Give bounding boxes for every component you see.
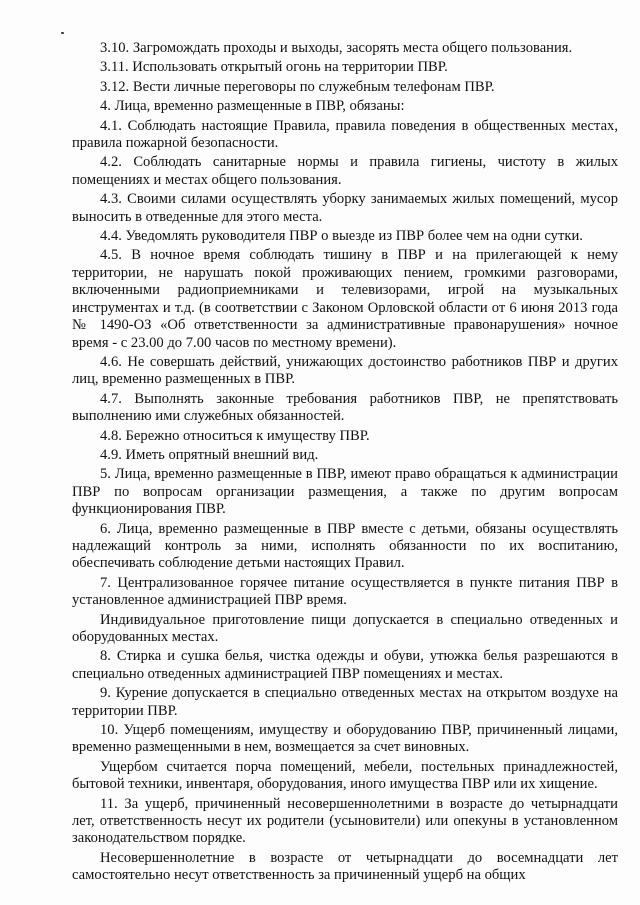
paragraph-10-cont: Ущербом считается порча помещений, мебели, постельных принадлежностей, бытовой техники, инвентаря, оборудования, иного имущества ПВР или их хищение.: [72, 758, 618, 793]
scan-artifact-dot: [61, 32, 64, 34]
document-body: [72, 40, 618, 887]
paragraph-4: 4. Лица, временно размещенные в ПВР, обязаны:: [100, 98, 405, 115]
paragraph-4-9: 4.9. Иметь опрятный внешний вид.: [100, 446, 319, 463]
paragraph-4-4: 4.4. Уведомлять руководителя ПВР о выезде из ПВР более чем на одни сутки.: [100, 228, 583, 245]
paragraph-4-6: 4.6. Не совершать действий, унижающих достоинство работников ПВР и других лиц, временно размещенных в ПВР.: [72, 353, 618, 388]
paragraph-4-1: 4.1. Соблюдать настоящие Правила, правила поведения в общественных местах, правила пожарной безопасности.: [72, 117, 618, 152]
paragraph-7: 7. Централизованное горячее питание осуществляется в пункте питания ПВР в установленное администрацией ПВР время.: [72, 574, 618, 609]
paragraph-4-2: 4.2. Соблюдать санитарные нормы и правила гигиены, чистоту в жилых помещениях и местах общего пользования.: [72, 154, 618, 188]
paragraph-11-cont: Несовершеннолетние в возрасте от четырнадцати до восемнадцати лет самостоятельно несут ответственность за причиненный ущерб на общих: [72, 849, 618, 884]
paragraph-7-cont: Индивидуальное приготовление пищи допускается в специально отведенных и оборудованных местах.: [72, 611, 618, 645]
paragraph-11: 11. За ущерб, причиненный несовершеннолетними в возрасте до четырнадцати лет, ответственность несут их родители (усыновители) или опекуны в установленном законодательством порядке.: [72, 795, 618, 847]
paragraph-6: 6. Лица, временно размещенные в ПВР вместе с детьми, обязаны осуществлять надлежащий контроль за ними, исполнять обязанности по их воспитанию, обеспечивать соблюдение детьми настоящих Правил.: [72, 520, 618, 572]
paragraph-4-8: 4.8. Бережно относиться к имуществу ПВР.: [100, 427, 370, 444]
paragraph-3-12: 3.12. Вести личные переговоры по служебным телефонам ПВР.: [100, 78, 495, 95]
paragraph-9: 9. Курение допускается в специально отведенных местах на открытом воздухе на территории ПВР.: [72, 685, 618, 719]
paragraph-8: 8. Стирка и сушка белья, чистка одежды и обуви, утюжка белья разрешаются в специально отведенных администрацией ПВР помещениях и местах.: [72, 648, 618, 682]
paragraph-4-5: 4.5. В ночное время соблюдать тишину в ПВР и на прилегающей к нему территории, не нарушать покой проживающих пением, громкими разговорами, включенными радиоприемниками и телевизорами, игрой на музыкальных инструментах и т.д. (в соответствии с Законом Орловской области от 6 июня 2013 года № 1490-ОЗ «Об ответственности за административные правонарушения» ночное время - с 23.00 до 7.00 часов по местному времени).: [72, 247, 618, 351]
paragraph-3-11: 3.11. Использовать открытый огонь на территории ПВР.: [100, 59, 448, 76]
paragraph-3-10: 3.10. Загромождать проходы и выходы, засорять места общего пользования.: [100, 40, 573, 56]
paragraph-4-3: 4.3. Своими силами осуществлять уборку занимаемых жилых помещений, мусор выносить в отведенные для этого места.: [72, 191, 618, 225]
paragraph-5: 5. Лица, временно размещенные в ПВР, имеют право обращаться к администрации ПВР по вопросам организации размещения, а также по другим вопросам функционирования ПВР.: [72, 466, 618, 518]
paragraph-4-7: 4.7. Выполнять законные требования работников ПВР, не препятствовать выполнению ими служебных обязанностей.: [72, 390, 618, 425]
paragraph-10: 10. Ущерб помещениям, имуществу и оборудованию ПВР, причиненный лицами, временно размещенными в нем, возмещается за счет виновных.: [72, 722, 618, 756]
